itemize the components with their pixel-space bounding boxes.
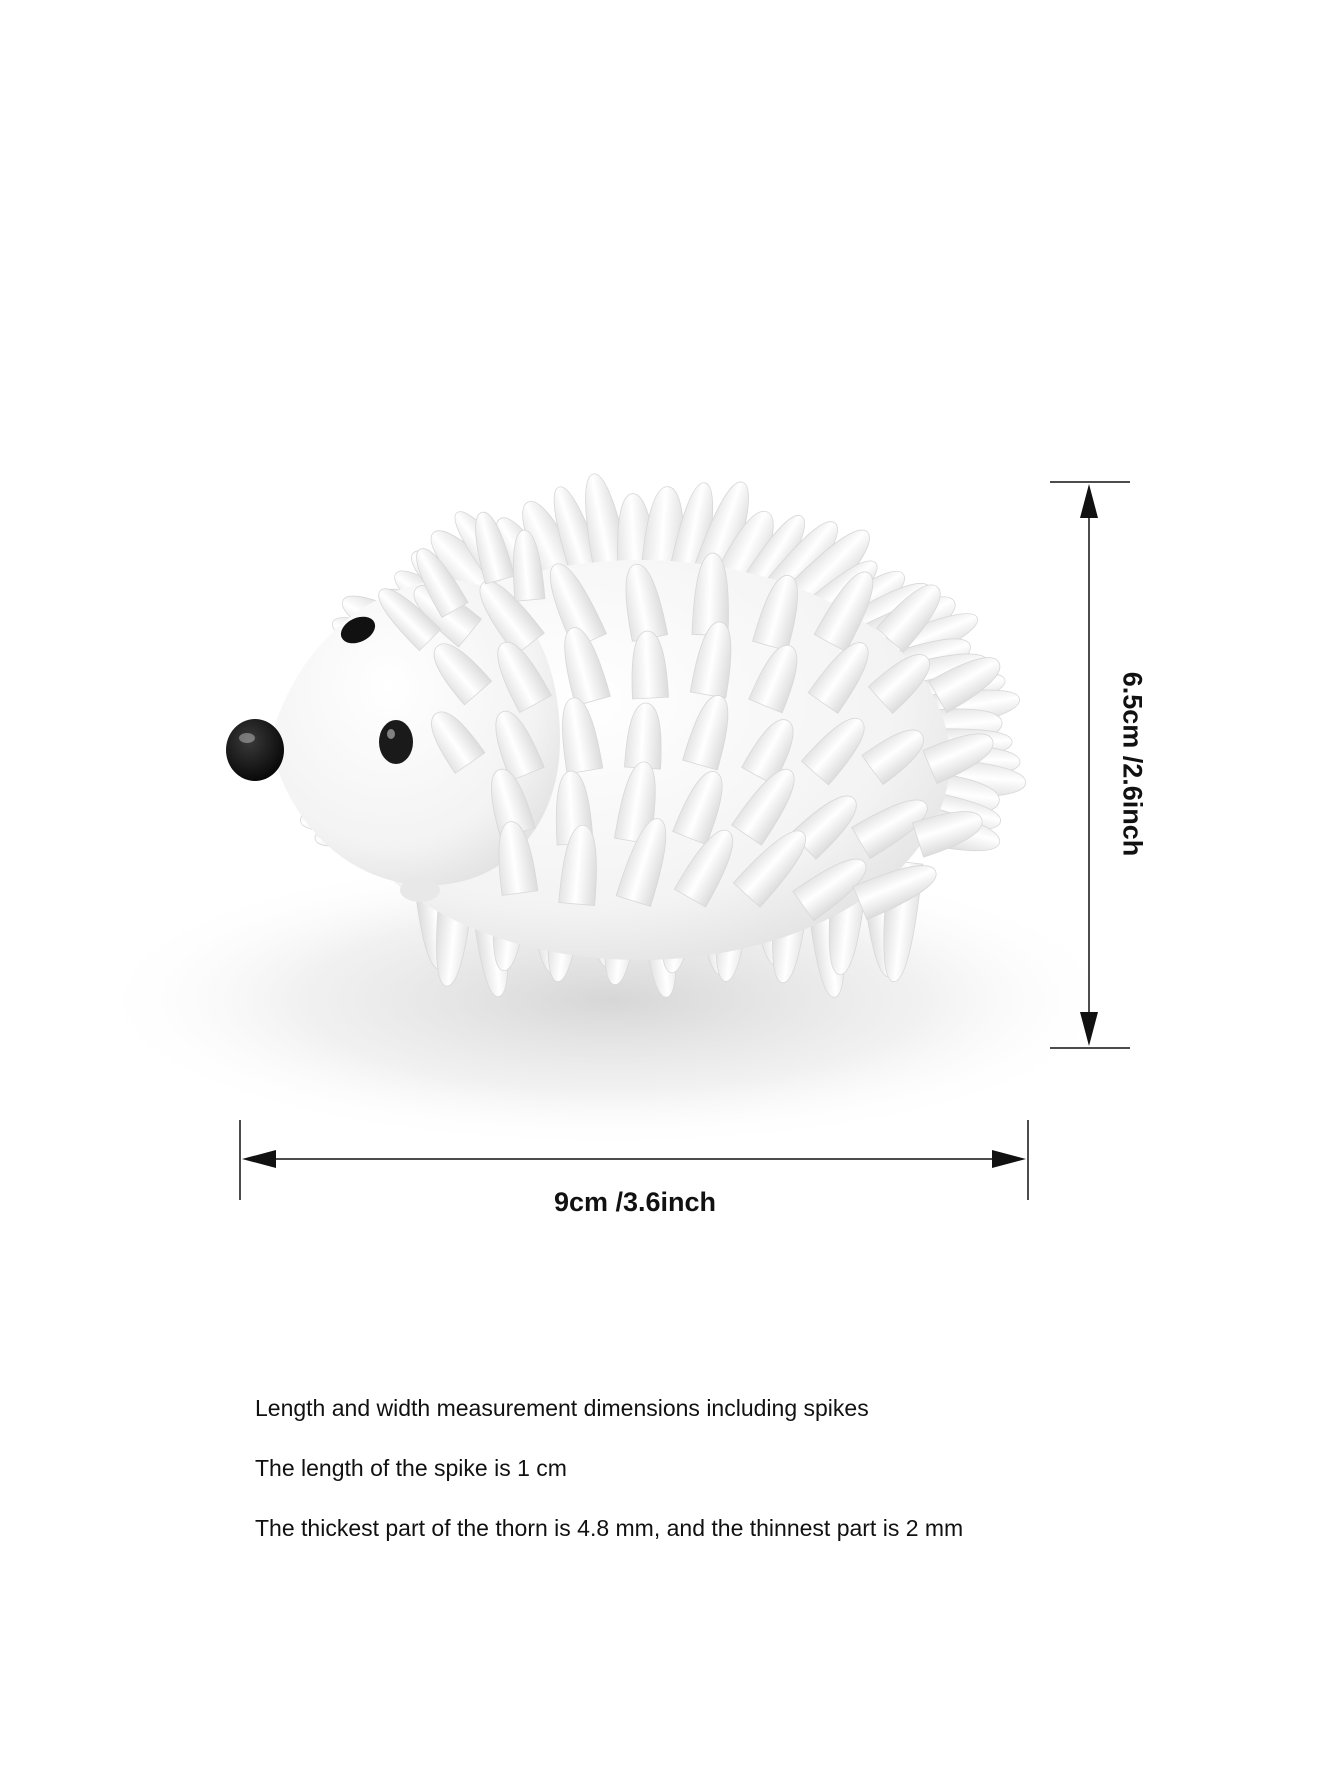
spec-notes: [255, 1390, 963, 1570]
width-dimension-label: 9cm /3.6inch: [553, 1187, 717, 1217]
spec-note-dimensions: Length and width measurement dimensions including spikes: [255, 1395, 869, 1421]
nose-highlight: [239, 733, 255, 743]
eye-highlight: [387, 729, 395, 739]
height-dimension-label: 6.5cm /2.6inch: [1117, 671, 1148, 857]
hedgehog-nose: [226, 719, 284, 781]
hedgehog-foot: [400, 878, 440, 902]
hedgehog-eye: [379, 720, 413, 764]
spec-note-spike-length: The length of the spike is 1 cm: [255, 1455, 567, 1481]
spec-note-spike-thickness: The thickest part of the thorn is 4.8 mm, and the thinnest part is 2 mm: [255, 1515, 964, 1541]
